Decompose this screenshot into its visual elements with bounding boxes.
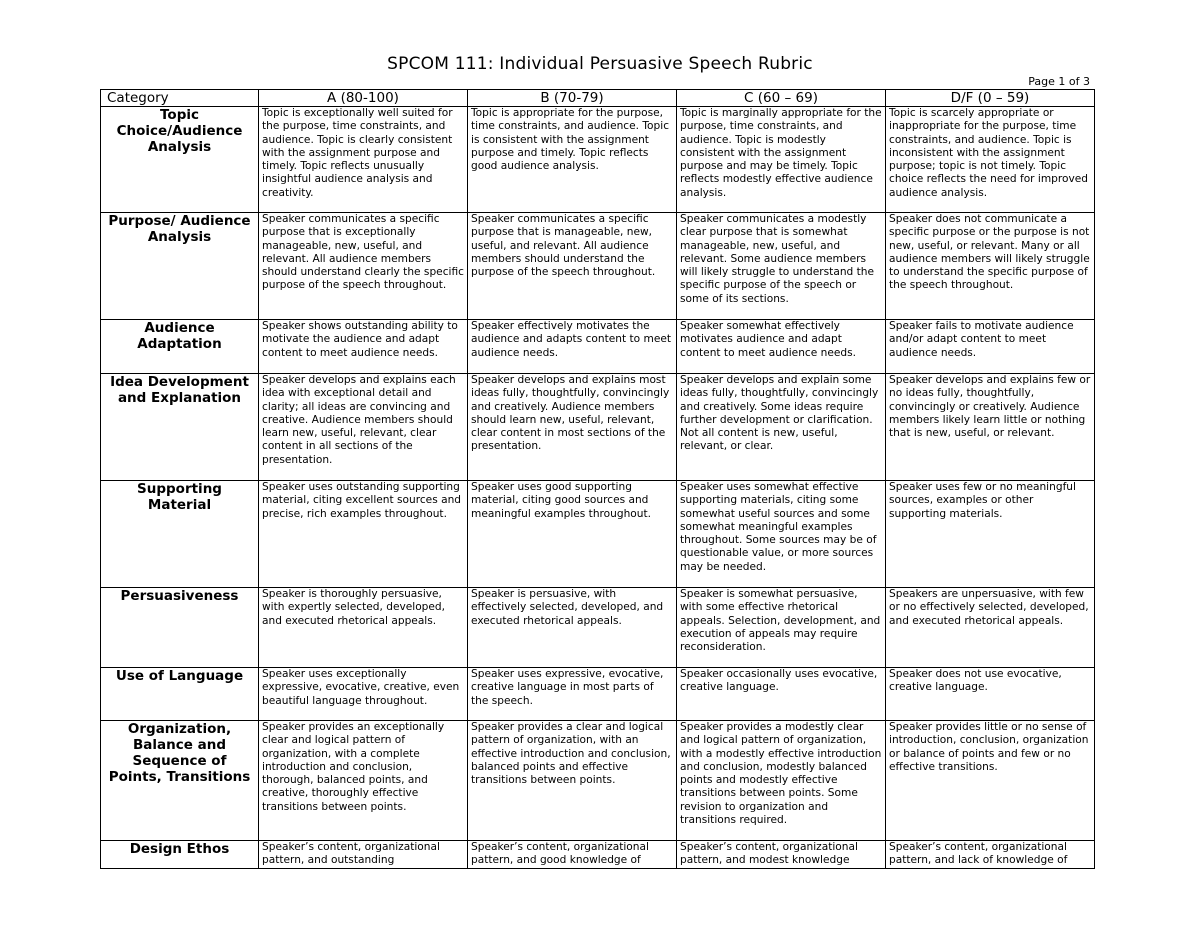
category-label: Persuasiveness (101, 588, 259, 668)
criterion-cell: Speaker uses expressive, evocative, creative language in most parts of the speech. (468, 668, 677, 721)
criterion-cell: Speaker shows outstanding ability to motivate the audience and adapt content to meet audience needs. (259, 320, 468, 374)
column-header-df: D/F (0 – 59) (886, 90, 1095, 107)
category-label: Topic Choice/Audience Analysis (101, 107, 259, 213)
table-row (101, 588, 1095, 668)
table-row (101, 320, 1095, 374)
column-header-category: Category (101, 90, 259, 107)
category-label: Idea Development and Explanation (101, 374, 259, 481)
criterion-cell: Speaker uses outstanding supporting material, citing excellent sources and precise, rich examples throughout. (259, 481, 468, 588)
criterion-cell: Speaker develops and explains most ideas fully, thoughtfully, convincingly and creatively. Audience members should learn new, useful, relevant, clear content in most sections of the presentation. (468, 374, 677, 481)
criterion-cell: Speaker’s content, organizational pattern, and lack of knowledge of (886, 841, 1095, 869)
criterion-cell: Speaker is persuasive, with effectively selected, developed, and executed rhetorical appeals. (468, 588, 677, 668)
category-label: Purpose/ Audience Analysis (101, 213, 259, 320)
criterion-cell: Topic is marginally appropriate for the purpose, time constraints, and audience. Topic is modestly consistent with the assignment purpose and may be timely. Topic reflects modestly effective audience analysis. (677, 107, 886, 213)
criterion-cell: Speaker effectively motivates the audience and adapts content to meet audience needs. (468, 320, 677, 374)
table-row (101, 841, 1095, 869)
criterion-cell: Speaker fails to motivate audience and/or adapt content to meet audience needs. (886, 320, 1095, 374)
category-label: Design Ethos (101, 841, 259, 869)
criterion-cell: Speaker communicates a specific purpose that is manageable, new, useful, and relevant. All audience members should understand the purpose of the speech throughout. (468, 213, 677, 320)
criterion-cell: Topic is exceptionally well suited for the purpose, time constraints, and audience. Topic is clearly consistent with the assignment purpose and timely. Topic reflects unusually insightful audience analysis and creativity. (259, 107, 468, 213)
criterion-cell: Speaker’s content, organizational pattern, and good knowledge of (468, 841, 677, 869)
criterion-cell: Speaker does not communicate a specific purpose or the purpose is not new, useful, or relevant. Many or all audience members will likely struggle to understand the specific purpose of the speech throughout. (886, 213, 1095, 320)
criterion-cell: Speaker’s content, organizational pattern, and modest knowledge (677, 841, 886, 869)
table-row (101, 213, 1095, 320)
criterion-cell: Speaker uses somewhat effective supporting materials, citing some somewhat useful sources and some somewhat meaningful examples throughout. Some sources may be of questionable value, or more sources may be needed. (677, 481, 886, 588)
criterion-cell: Speaker is somewhat persuasive, with some effective rhetorical appeals. Selection, development, and execution of appeals may require reconsideration. (677, 588, 886, 668)
criterion-cell: Speaker communicates a specific purpose that is exceptionally manageable, new, useful, and relevant. All audience members should understand clearly the specific purpose of the speech throughout. (259, 213, 468, 320)
table-row (101, 107, 1095, 213)
table-row (101, 481, 1095, 588)
criterion-cell: Speaker provides a clear and logical pattern of organization, with an effective introduction and conclusion, balanced points and effective transitions between points. (468, 721, 677, 841)
criterion-cell: Speaker does not use evocative, creative language. (886, 668, 1095, 721)
header-row (101, 90, 1095, 107)
criterion-cell: Speaker develops and explains each idea with exceptional detail and clarity; all ideas are convincing and creative. Audience members should learn new, useful, relevant, clear content in all sections of the presentation. (259, 374, 468, 481)
criterion-cell: Speaker somewhat effectively motivates audience and adapt content to meet audience needs. (677, 320, 886, 374)
criterion-cell: Speaker is thoroughly persuasive, with expertly selected, developed, and executed rhetorical appeals. (259, 588, 468, 668)
document-title: SPCOM 111: Individual Persuasive Speech Rubric (387, 54, 813, 74)
category-label: Organization, Balance and Sequence of Points, Transitions (101, 721, 259, 841)
column-header-a: A (80-100) (259, 90, 468, 107)
criterion-cell: Speaker develops and explain some ideas fully, thoughtfully, convincingly and creatively. Some ideas require further development or clarification. Not all content is new, useful, relevant, or clear. (677, 374, 886, 481)
criterion-cell: Speaker uses exceptionally expressive, evocative, creative, even beautiful language throughout. (259, 668, 468, 721)
criterion-cell: Speaker’s content, organizational pattern, and outstanding (259, 841, 468, 869)
column-header-c: C (60 – 69) (677, 90, 886, 107)
category-label: Use of Language (101, 668, 259, 721)
criterion-cell: Speaker uses good supporting material, citing good sources and meaningful examples throughout. (468, 481, 677, 588)
criterion-cell: Speaker communicates a modestly clear purpose that is somewhat manageable, new, useful, and relevant. Some audience members will likely struggle to understand the specific purpose of the speech or some of its sections. (677, 213, 886, 320)
table-row (101, 668, 1095, 721)
criterion-cell: Topic is appropriate for the purpose, time constraints, and audience. Topic is consistent with the assignment purpose and timely. Topic reflects good audience analysis. (468, 107, 677, 213)
criterion-cell: Topic is scarcely appropriate or inappropriate for the purpose, time constraints, and audience. Topic is inconsistent with the assignment purpose; topic is not timely. Topic choice reflects the need for improved audience analysis. (886, 107, 1095, 213)
criterion-cell: Speakers are unpersuasive, with few or no effectively selected, developed, and executed rhetorical appeals. (886, 588, 1095, 668)
table-row (101, 374, 1095, 481)
table-row (101, 721, 1095, 841)
criterion-cell: Speaker occasionally uses evocative, creative language. (677, 668, 886, 721)
criterion-cell: Speaker develops and explains few or no ideas fully, thoughtfully, convincingly or creatively. Audience members likely learn little or nothing that is new, useful, or relevant. (886, 374, 1095, 481)
rubric-table (100, 89, 1095, 869)
column-header-b: B (70-79) (468, 90, 677, 107)
criterion-cell: Speaker provides a modestly clear and logical pattern of organization, with a modestly effective introduction and conclusion, modestly balanced points and modestly effective transitions between points. Some revision to organization and transitions required. (677, 721, 886, 841)
criterion-cell: Speaker provides little or no sense of introduction, conclusion, organization or balance of points and few or no effective transitions. (886, 721, 1095, 841)
page-number: Page 1 of 3 (1028, 75, 1090, 88)
criterion-cell: Speaker provides an exceptionally clear and logical pattern of organization, with a complete introduction and conclusion, thorough, balanced points, and creative, thoroughly effective transitions between points. (259, 721, 468, 841)
criterion-cell: Speaker uses few or no meaningful sources, examples or other supporting materials. (886, 481, 1095, 588)
category-label: Supporting Material (101, 481, 259, 588)
category-label: Audience Adaptation (101, 320, 259, 374)
